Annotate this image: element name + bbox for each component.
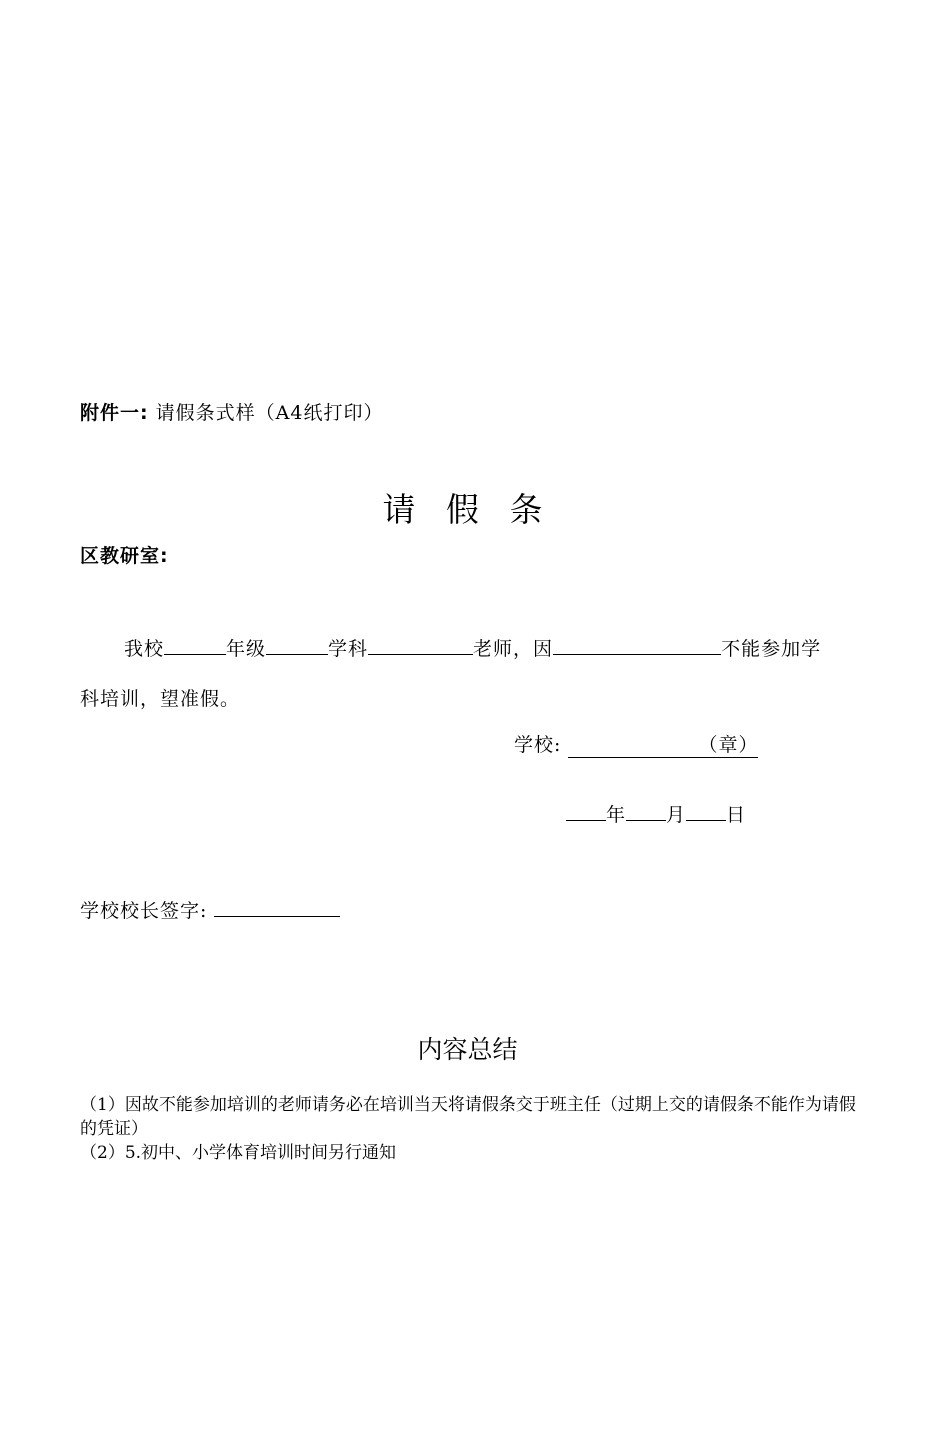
attachment-line — [80, 398, 383, 425]
form-title: 请 假 条 — [382, 490, 553, 529]
summary-title: 内容总结 — [417, 1035, 518, 1064]
body-text-school: 我校 — [124, 638, 165, 660]
summary-notes — [80, 1093, 860, 1165]
body-text-cannot-attend: 不能参加学 — [721, 638, 822, 660]
seal-text: （章） — [698, 734, 759, 756]
day-label: 日 — [726, 804, 747, 826]
month-label: 月 — [666, 804, 687, 826]
form-body-line-2: 科培训，望准假。 — [80, 688, 241, 710]
school-label: 学校: — [514, 734, 562, 756]
attachment-label: 附件一: — [80, 402, 149, 424]
date-line — [566, 800, 746, 827]
year-blank[interactable] — [566, 800, 606, 821]
summary-note-1: （1）因故不能参加培训的老师请务必在培训当天将请假条交于班主任（过期上交的请假条不能作为请假的凭证） — [80, 1095, 856, 1139]
summary-note-2: （2）5.初中、小学体育培训时间另行通知 — [80, 1143, 397, 1163]
school-seal-blank[interactable] — [568, 730, 758, 758]
principal-signature-blank[interactable] — [214, 896, 340, 917]
subject-blank[interactable] — [266, 634, 328, 655]
recipient: 区教研室: — [80, 545, 169, 567]
day-blank[interactable] — [686, 800, 726, 821]
reason-blank[interactable] — [553, 634, 721, 655]
body-text-teacher: 老师，因 — [473, 638, 554, 660]
body-text-grade: 年级 — [226, 638, 267, 660]
principal-signature-line — [80, 896, 340, 923]
body-text-subject: 学科 — [328, 638, 369, 660]
teacher-name-blank[interactable] — [368, 634, 473, 655]
attachment-text: 请假条式样（A4纸打印） — [155, 402, 384, 424]
month-blank[interactable] — [626, 800, 666, 821]
form-body-line-1 — [124, 634, 821, 661]
year-label: 年 — [606, 804, 627, 826]
grade-blank[interactable] — [164, 634, 226, 655]
school-signature-line — [514, 730, 758, 758]
principal-label: 学校校长签字: — [80, 900, 208, 922]
